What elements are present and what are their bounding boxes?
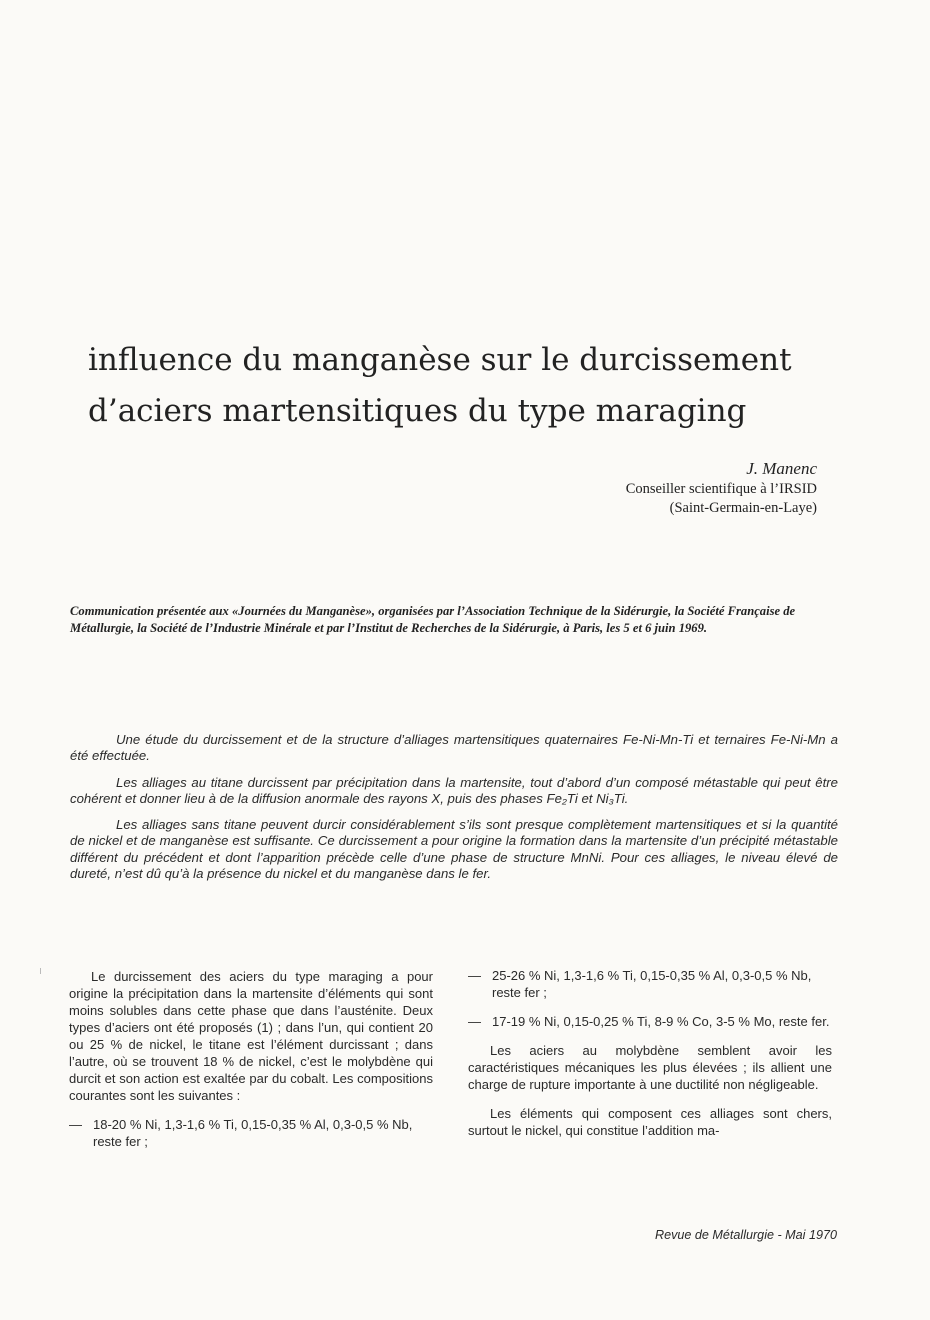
author-name: J. Manenc: [746, 459, 817, 478]
composition-text: 17-19 % Ni, 0,15-0,25 % Ti, 8-9 % Co, 3-5 % Mo, reste fer.: [492, 1014, 830, 1029]
abstract-paragraph-3: Les alliages sans titane peuvent durcir considérablement s’ils sont presque complètement martensitiques et si la quantité de nickel et de manganèse est suffisante. Ce durcissement a pour origine la formation dans la martensite d’un précipité métastable différent du précédent et dont l’apparition précède celle d’une phase de structure MnNi. Pour ces alliages, le niveau élevé de dureté, n’est dû qu’à la présence du nickel et du manganèse dans le fer.: [70, 817, 838, 882]
title-line-1: influence du manganèse sur le durcissement: [88, 342, 792, 378]
author-role: Conseiller scientifique à l’IRSID: [625, 481, 817, 497]
dash-bullet: —: [69, 1117, 82, 1132]
dash-bullet: —: [468, 1014, 481, 1029]
abstract-paragraph-2: Les alliages au titane durcissent par précipitation dans la martensite, tout d’abord d’un composé métastable qui peut être cohérent et donner lieu à de la diffusion anormale des rayons X, puis des phases Fe₂Ti et Ni₃Ti.: [70, 774, 838, 806]
scan-mark: [40, 968, 41, 974]
body-paragraph: Le durcissement des aciers du type maraging a pour origine la précipitation dans la martensite d’éléments qui sont moins solubles dans cette phase que dans l’austénite. Deux types d’aciers ont été proposés (1) ; dans l’un, qui contient 20 ou 25 % de nickel, le titane est l’élément durcissant ; dans l’autre, où se trouvent 18 % de nickel, c’est le molybdène qui durcit et son action est exaltée par du cobalt. Les compositions courantes sont les suivantes :: [69, 969, 433, 1103]
composition-item: [69, 1116, 433, 1150]
abstract: [70, 732, 838, 892]
composition-item: [468, 967, 832, 1001]
author-location: (Saint-Germain-en-Laye): [669, 500, 817, 516]
composition-item: [468, 1013, 832, 1030]
abstract-paragraph-1: Une étude du durcissement et de la structure d’alliages martensitiques quaternaires Fe-Ni-Mn-Ti et ternaires Fe-Ni-Mn a été effectuée.: [70, 732, 838, 764]
left-column: [69, 968, 433, 1162]
body-paragraph: Les éléments qui composent ces alliages sont chers, surtout le nickel, qui constitue l’addition ma-: [468, 1106, 832, 1138]
body-paragraph: Les aciers au molybdène semblent avoir les caractéristiques mécaniques les plus élevées ; ils allient une charge de rupture importante à une ductilité non négligeable.: [468, 1043, 832, 1092]
author-block: [626, 458, 817, 518]
title-line-2: d’aciers martensitiques du type maraging: [88, 393, 747, 429]
communication-note: Communication présentée aux «Journées du Manganèse», organisées par l’Association Technique de la Sidérurgie, la Société Française de Métallurgie, la Société de l’Industrie Minérale et par l’Institut de Recherches de la Sidérurgie, à Paris, les 5 et 6 juin 1969.: [70, 604, 796, 635]
journal-footer: Revue de Métallurgie - Mai 1970: [654, 1228, 837, 1242]
composition-text: 25-26 % Ni, 1,3-1,6 % Ti, 0,15-0,35 % Al, 0,3-0,5 % Nb, reste fer ;: [492, 968, 812, 1000]
dash-bullet: —: [468, 968, 481, 983]
article-title: [88, 335, 868, 437]
right-column: [468, 967, 832, 1151]
composition-text: 18-20 % Ni, 1,3-1,6 % Ti, 0,15-0,35 % Al, 0,3-0,5 % Nb, reste fer ;: [93, 1117, 413, 1149]
